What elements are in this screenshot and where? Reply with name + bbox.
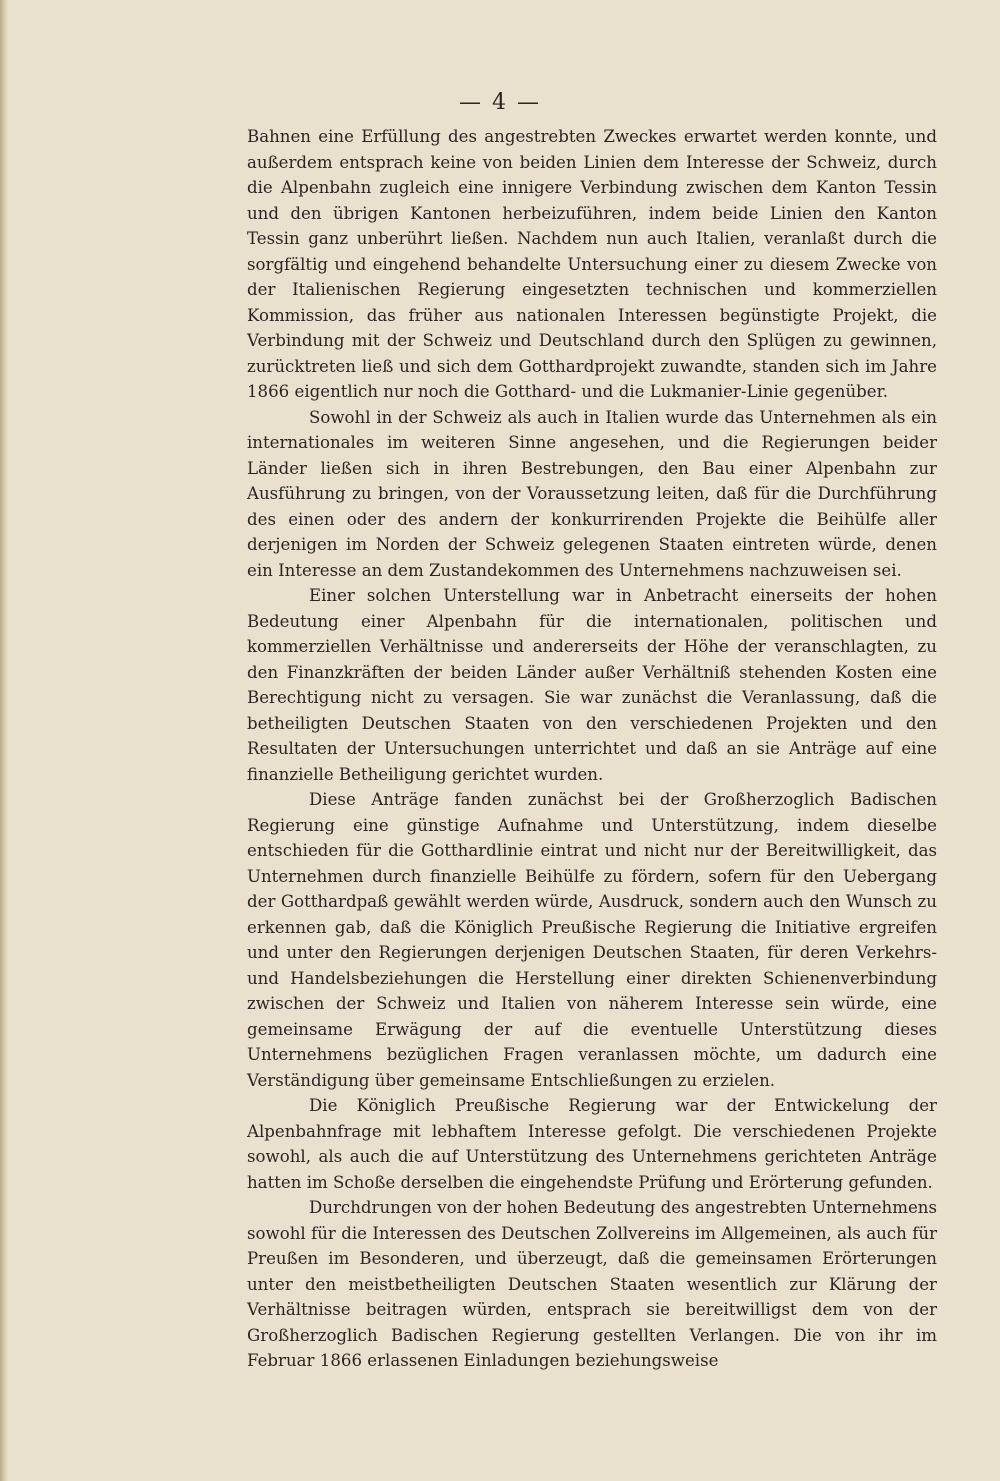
paragraph: Die Königlich Preußische Regierung war der Entwickelung der Alpenbahnfrage mit lebhaftem Interesse gefolgt. Die verschiedenen Projekte sowohl, als auch die auf Unterstützung des Unternehmens gerichteten Anträge hatten im Schoße derselben die eingehendste Prüfung und Erörterung gefunden.: [247, 1096, 937, 1192]
page-number: — 4 —: [459, 90, 541, 115]
page-edge: [0, 0, 8, 1481]
paragraph: Diese Anträge fanden zunächst bei der Großherzoglich Badischen Regierung eine günstige Aufnahme und Unterstützung, indem dieselbe entschieden für die Gotthardlinie eintrat und nicht nur der Bereitwilligkeit, das Unternehmen durch finanzielle Beihülfe zu fördern, sofern für den Uebergang der Gotthardpaß gewählt werden würde, Ausdruck, sondern auch den Wunsch zu erkennen gab, daß die Königlich Preußische Regierung die Initiative ergreifen und unter den Regierungen derjenigen Deutschen Staaten, für deren Verkehrs- und Handelsbeziehungen die Herstellung einer direkten Schienenverbindung zwischen der Schweiz und Italien von näherem Interesse sein würde, eine gemeinsame Erwägung der auf die eventuelle Unterstützung dieses Unternehmens bezüglichen Fragen veranlassen möchte, um dadurch eine Verständigung über gemeinsame Entschließungen zu erzielen.: [247, 790, 937, 1090]
paragraph: Bahnen eine Erfüllung des angestrebten Zweckes erwartet werden konnte, und außerdem entsprach keine von beiden Linien dem Interesse der Schweiz, durch die Alpenbahn zugleich eine innigere Verbindung zwischen dem Kanton Tessin und den übrigen Kantonen herbeizuführen, indem beide Linien den Kanton Tessin ganz unberührt ließen. Nachdem nun auch Italien, veranlaßt durch die sorgfältig und eingehend behandelte Untersuchung einer zu diesem Zwecke von der Italienischen Regierung eingesetzten technischen und kommerziellen Kommission, das früher aus nationalen Interessen begünstigte Projekt, die Verbindung mit der Schweiz und Deutschland durch den Splügen zu gewinnen, zurücktreten ließ und sich dem Gotthardprojekt zuwandte, standen sich im Jahre 1866 eigentlich nur noch die Gotthard- und die Lukmanier-Linie gegenüber.: [247, 127, 937, 401]
paragraph: Einer solchen Unterstellung war in Anbetracht einerseits der hohen Bedeutung einer Alpenbahn für die internationalen, politischen und kommerziellen Verhältnisse und andererseits der Höhe der veranschlagten, zu den Finanzkräften der beiden Länder außer Verhältniß stehenden Kosten eine Berechtigung nicht zu versagen. Sie war zunächst die Veranlassung, daß die betheiligten Deutschen Staaten von den verschiedenen Projekten und den Resultaten der Untersuchungen unterrichtet und daß an sie Anträge auf eine finanzielle Betheiligung gerichtet wurden.: [247, 586, 937, 784]
paragraph: Durchdrungen von der hohen Bedeutung des angestrebten Unternehmens sowohl für die Interessen des Deutschen Zollvereins im Allgemeinen, als auch für Preußen im Besonderen, und überzeugt, daß die gemeinsamen Erörterungen unter den meistbetheiligten Deutschen Staaten wesentlich zur Klärung der Verhältnisse beitragen würden, entsprach sie bereitwilligst dem von der Großherzoglich Badischen Regierung gestellten Verlangen. Die von ihr im Februar 1866 erlassenen Einladungen beziehungsweise: [247, 1198, 937, 1370]
body-text: [247, 124, 937, 1374]
paragraph: Sowohl in der Schweiz als auch in Italien wurde das Unternehmen als ein internationales im weiteren Sinne angesehen, und die Regierungen beider Länder ließen sich in ihren Bestrebungen, den Bau einer Alpenbahn zur Ausführung zu bringen, von der Voraussetzung leiten, daß für die Durchführung des einen oder des andern der konkurrirenden Projekte die Beihülfe aller derjenigen im Norden der Schweiz gelegenen Staaten eintreten würde, denen ein Interesse an dem Zustandekommen des Unternehmens nachzuweisen sei.: [247, 407, 937, 580]
